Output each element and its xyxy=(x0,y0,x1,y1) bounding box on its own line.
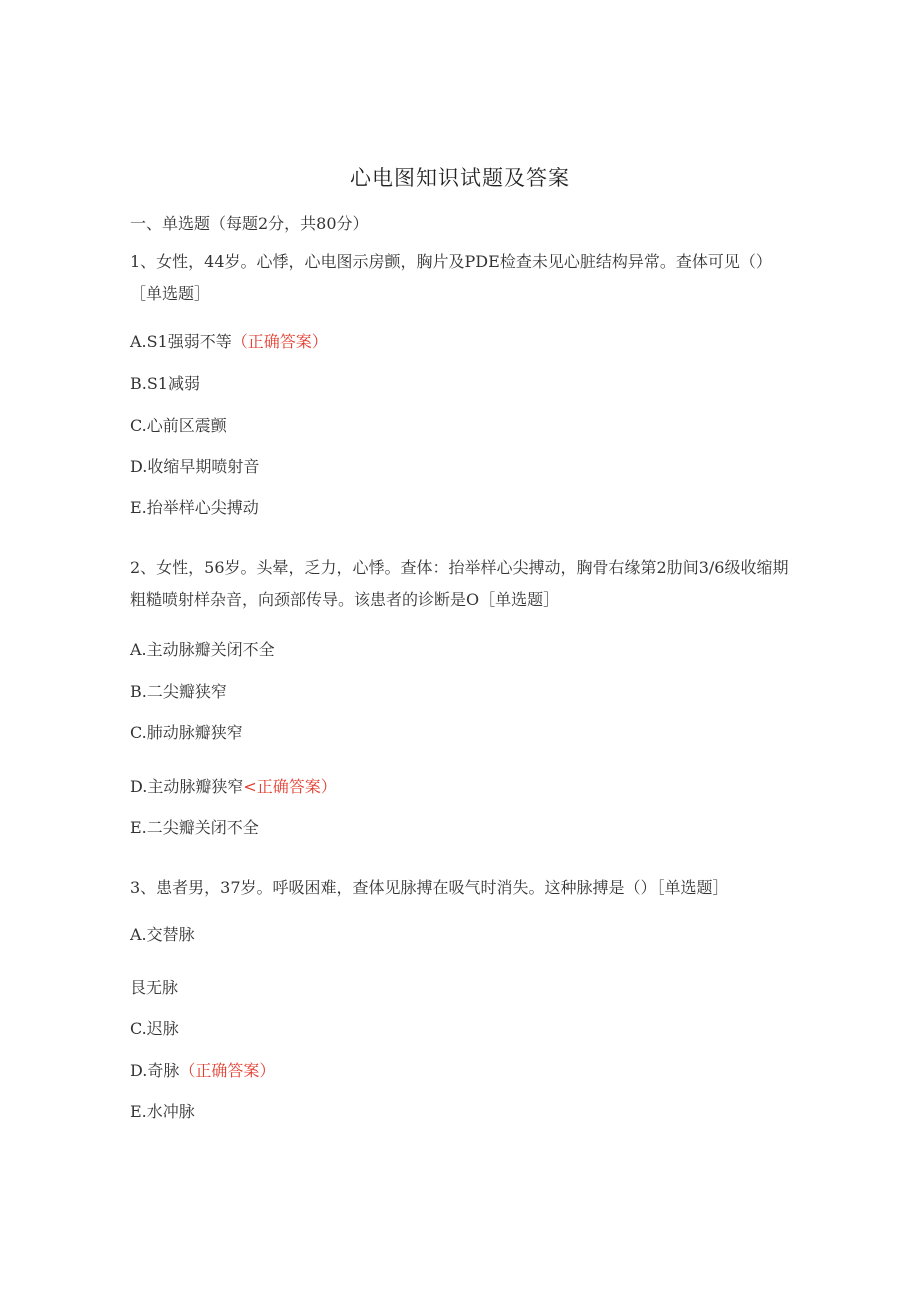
question-2-option-b: B.二尖瓣狭窄 xyxy=(130,682,227,701)
question-1-stem: 1、女性，44岁。心悸，心电图示房颤，胸片及PDE检查未见心脏结构异常。查体可见（）［单选题］ xyxy=(130,252,772,303)
option-label: A.S1强弱不等 xyxy=(130,332,232,351)
question-2-option-a: A.主动脉瓣关闭不全 xyxy=(130,640,275,659)
correct-answer-tag: <正确答案） xyxy=(243,777,337,796)
question-2-stem: 2、女性，56岁。头晕，乏力，心悸。查体：抬举样心尖搏动，胸骨右缘第2肋间3/6级收缩期粗糙喷射样杂音，向颈部传导。该患者的诊断是O［单选题］ xyxy=(130,558,789,609)
option-label: D.主动脉瓣狭窄 xyxy=(130,777,244,796)
question-2-option-e: E.二尖瓣关闭不全 xyxy=(130,818,259,837)
section-heading: 一、单选题（每题2分，共80分） xyxy=(130,214,369,233)
question-1-option-e: E.抬举样心尖搏动 xyxy=(130,498,259,517)
correct-answer-tag: （正确答案） xyxy=(231,332,328,351)
question-3-option-b: 艮无脉 xyxy=(130,978,179,997)
question-3-option-e: E.水冲脉 xyxy=(130,1102,195,1121)
question-1-option-b: B.S1减弱 xyxy=(130,374,200,393)
option-label: D.奇脉 xyxy=(130,1061,180,1080)
question-3-option-c: C.迟脉 xyxy=(130,1019,179,1038)
question-3-option-d xyxy=(130,1061,275,1081)
question-3-option-a: A.交替脉 xyxy=(130,925,195,944)
question-1-option-d: D.收缩早期喷射音 xyxy=(130,457,260,476)
question-1-option-c: C.心前区震颤 xyxy=(130,416,227,435)
question-2-option-c: C.肺动脉瓣狭窄 xyxy=(130,723,243,742)
correct-answer-tag: （正确答案） xyxy=(179,1061,276,1080)
question-2-option-d xyxy=(130,777,337,797)
question-1-option-a xyxy=(130,332,328,352)
page-title: 心电图知识试题及答案 xyxy=(350,166,570,190)
question-3-stem: 3、患者男，37岁。呼吸困难，查体见脉搏在吸气时消失。这种脉搏是（）［单选题］ xyxy=(130,878,729,897)
